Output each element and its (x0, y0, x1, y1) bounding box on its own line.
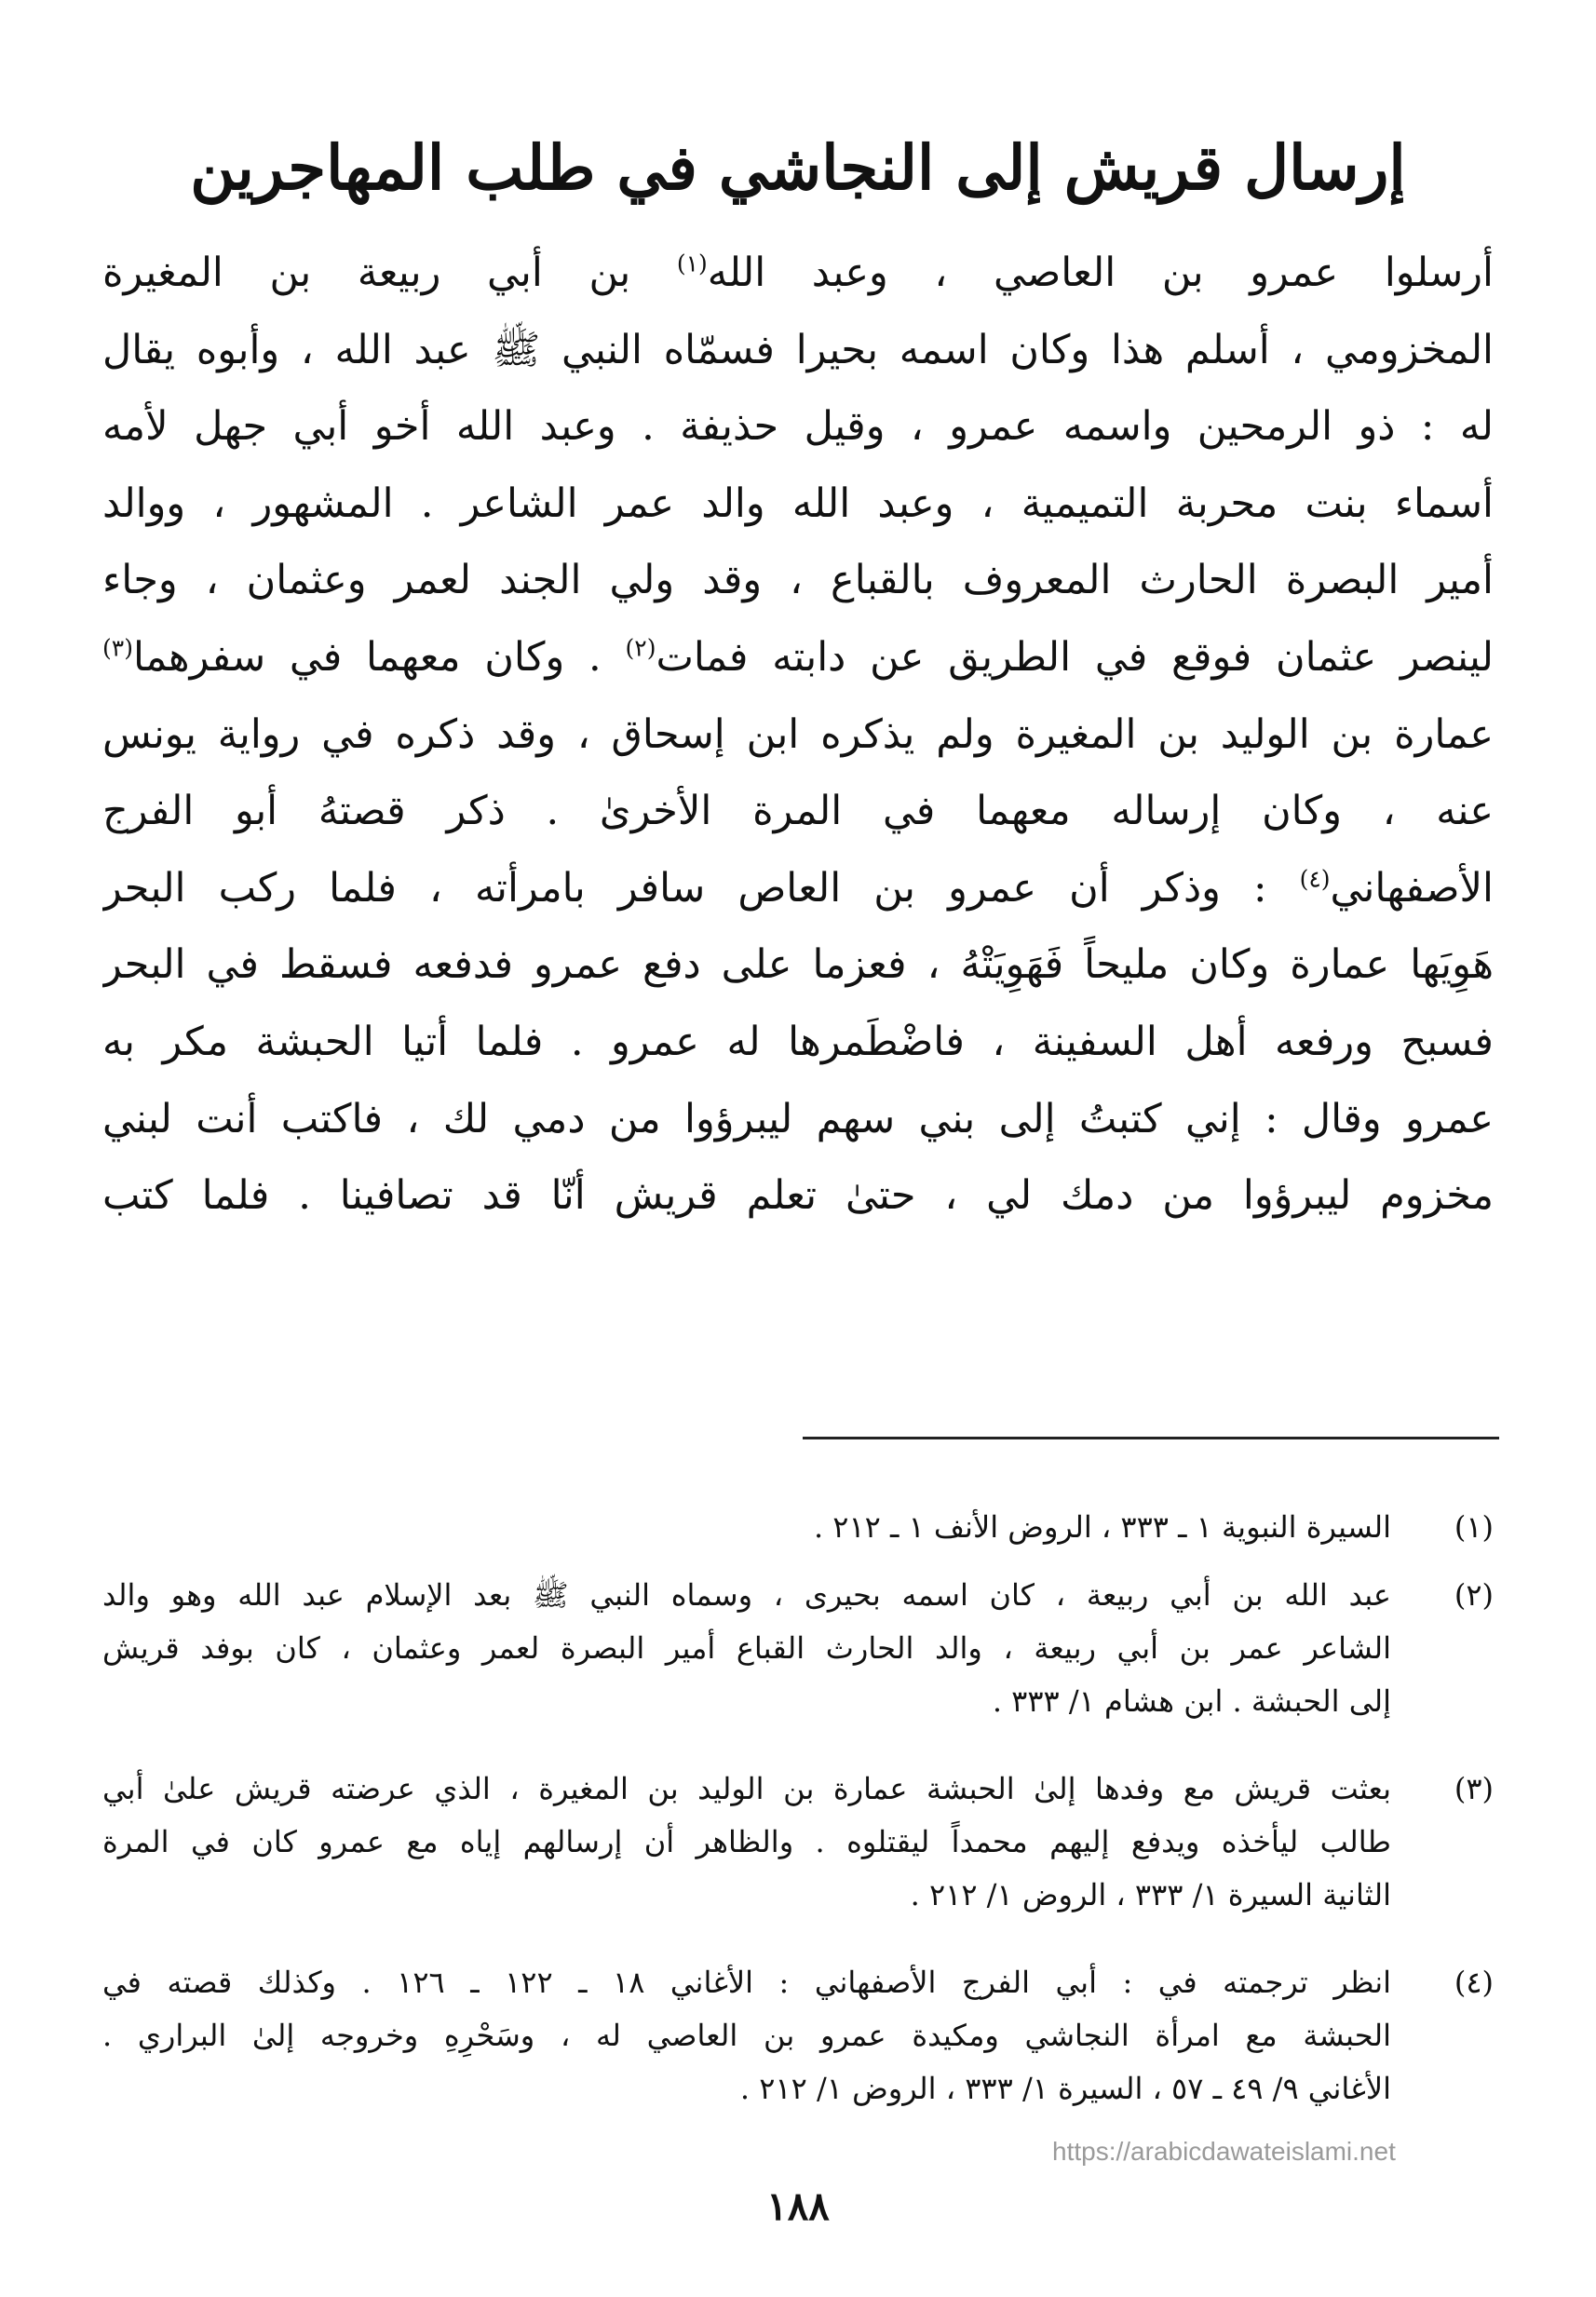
body-line: مخزوم ليبرؤوا من دمك لي ، حتىٰ تعلم قريش أنّا قد تصافينا . فلما كتب (102, 1172, 1494, 1220)
body-line: عنه ، وكان إرساله معهما في المرة الأخرىٰ . ذكر قصتهُ أبو الفرج (102, 788, 1494, 835)
footnote-number: (٢) (1454, 1577, 1494, 1613)
footnote-item (102, 1569, 1494, 1755)
footnote-line: السيرة النبوية ١ ـ ٣٣٣ ، الروض الأنف ١ ـ ٢١٢ . (813, 1509, 1391, 1545)
footnote-number: (٣) (1454, 1771, 1494, 1806)
footnote-item (102, 1763, 1494, 1949)
page-number: ١٨٨ (766, 2183, 830, 2229)
footnote-line: الحبشة مع امرأة النجاشي ومكيدة عمرو بن العاصي له ، وسَحْرِهِ وخروجه إلىٰ البراري . (102, 2018, 1391, 2053)
footnote-number: (٤) (1454, 1965, 1494, 2000)
watermark-url: https://arabicdawateislami.net (1052, 2137, 1396, 2166)
body-line-text: . وكان معهما في سفرهما (132, 633, 602, 681)
footnote-line: الثانية السيرة ١/ ٣٣٣ ، الروض ١/ ٢١٢ . (910, 1877, 1391, 1912)
footnote-line: إلى الحبشة . ابن هشام ١/ ٣٣٣ . (992, 1683, 1391, 1719)
body-line (102, 850, 1494, 927)
footnote-ref-2[interactable]: (٢) (625, 634, 656, 662)
footnote-line: انظر ترجمته في : أبي الفرج الأصفهاني : الأغاني ١٨ ـ ١٢٢ ـ ١٢٦ . وكذلك قصته في (102, 1965, 1391, 2000)
footnote-line: عبد الله بن أبي ربيعة ، كان اسمه بحيرى ، وسماه النبي ﷺ بعد الإسلام عبد الله وهو والد (102, 1577, 1391, 1613)
body-line (102, 619, 1494, 696)
footnote-line: بعثت قريش مع وفدها إلىٰ الحبشة عمارة بن الوليد بن المغيرة ، الذي عرضته قريش علىٰ أبي (102, 1771, 1391, 1806)
body-line-text: لينصر عثمان فوقع في الطريق عن دابته فمات (656, 633, 1494, 681)
body-line: أسماء بنت محربة التميمية ، وعبد الله والد عمر الشاعر . المشهور ، ووالد (102, 480, 1494, 527)
footnotes-list (102, 1501, 1494, 2150)
body-line: فسبح ورفعه أهل السفينة ، فاضْطَمرها له عمرو . فلما أتيا الحبشة مكر به (102, 1018, 1494, 1065)
body-line-text: : وذكر أن عمرو بن العاص سافر بامرأته ، فلما ركب البحر (102, 864, 1267, 912)
footnote-number: (١) (1454, 1509, 1494, 1545)
body-line-text: بن أبي ربيعة بن المغيرة (102, 250, 631, 296)
page-title: إرسال قريش إلى النجاشي في طلب المهاجرين (190, 131, 1406, 204)
footnote-line: طالب ليأخذه ويدفع إليهم محمداً ليقتلوه . والظاهر أن إرسالهم إياه مع عمرو كان في المرة (102, 1824, 1391, 1859)
body-line-text: الأصفهاني (1330, 864, 1494, 912)
footnote-ref-4[interactable]: (٤) (1299, 865, 1331, 893)
footnote-item (102, 1956, 1494, 2142)
footnote-line: الشاعر عمر بن أبي ربيعة ، والد الحارث القباع أمير البصرة لعمر وعثمان ، كان بوفد قريش (102, 1630, 1391, 1666)
body-line: المخزومي ، أسلم هذا وكان اسمه بحيرا فسمّاه النبي ﷺ عبد الله ، وأبوه يقال (102, 326, 1494, 373)
footnote-divider (803, 1437, 1499, 1439)
main-body-text (102, 235, 1494, 1235)
body-line: أمير البصرة الحارث المعروف بالقباع ، وقد ولي الجند لعمر وعثمان ، وجاء (102, 557, 1494, 604)
body-line: له : ذو الرمحين واسمه عمرو ، وقيل حذيفة . وعبد الله أخو أبي جهل لأمه (102, 403, 1494, 451)
footnote-ref-3[interactable]: (٣) (102, 634, 133, 662)
body-line: عمارة بن الوليد بن المغيرة ولم يذكره ابن إسحاق ، وقد ذكره في رواية يونس (102, 710, 1494, 758)
footnote-line: الأغاني ٩/ ٤٩ ـ ٥٧ ، السيرة ١/ ٣٣٣ ، الروض ١/ ٢١٢ . (739, 2071, 1391, 2106)
footnote-ref-1[interactable]: (١) (676, 250, 708, 277)
footnote-item (102, 1501, 1494, 1561)
body-line: عمرو وقال : إني كتبتُ إلى بني سهم ليبرؤوا من دمي لك ، فاكتب أنت لبني (102, 1095, 1494, 1142)
body-line: هَوِيَها عمارة وكان مليحاً فَهَوِيَتْهُ ، فعزما على دفع عمرو فدفعه فسقط في البحر (102, 941, 1494, 989)
body-line-text: أرسلوا عمرو بن العاصي ، وعبد الله (707, 250, 1494, 296)
body-line (102, 235, 1494, 312)
